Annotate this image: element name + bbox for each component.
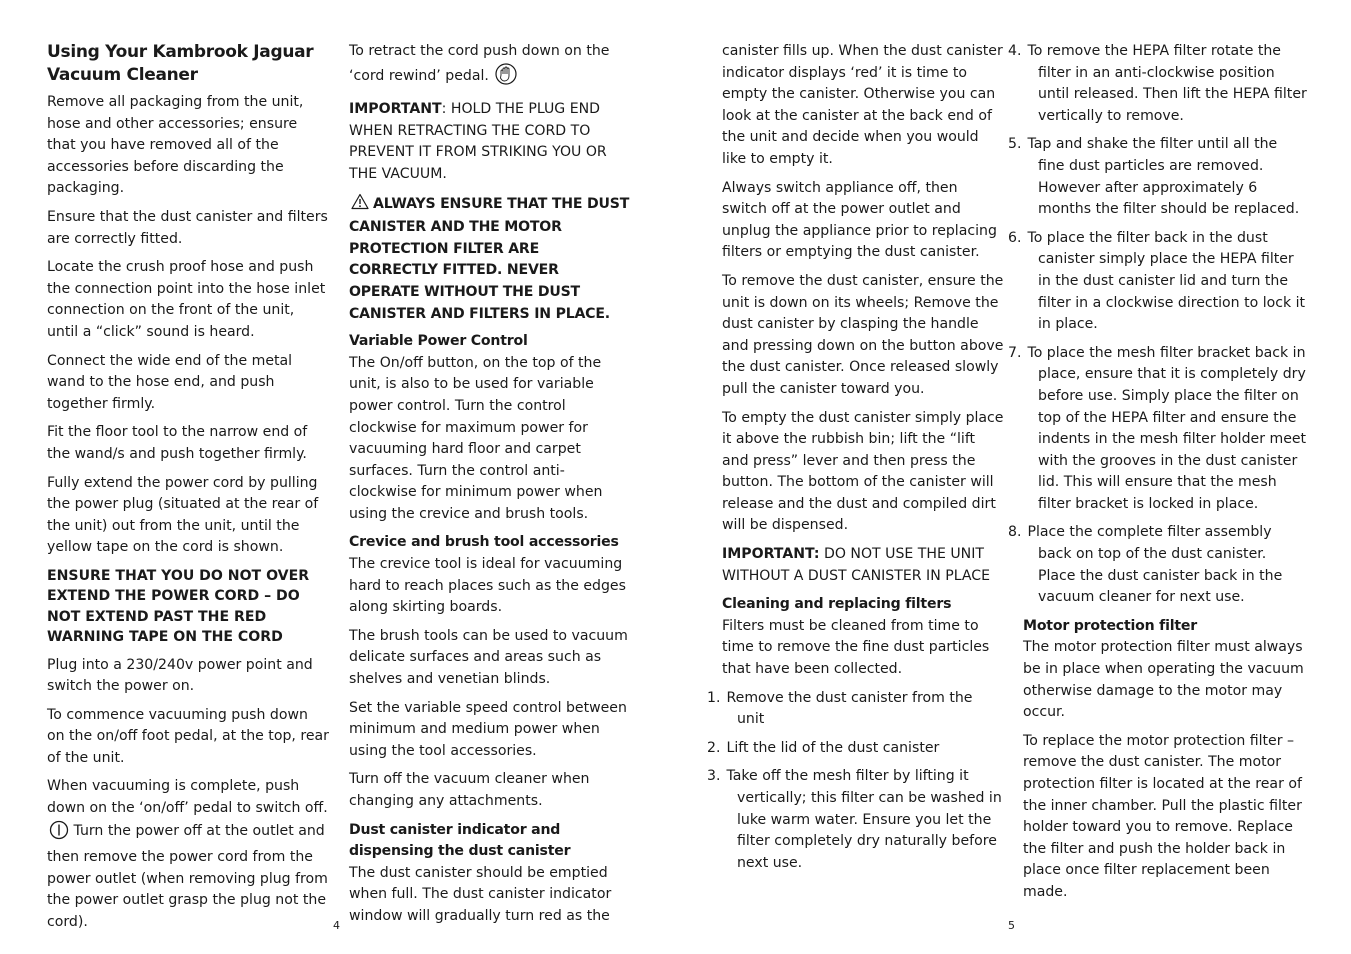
cord-rewind-icon <box>495 63 517 93</box>
always-ensure-warning <box>349 193 631 326</box>
warning-extend-cord: ENSURE THAT YOU DO NOT OVER EXTEND THE POWER CORD – DO NOT EXTEND PAST THE RED WARNING TAPE ON THE CORD <box>47 567 310 646</box>
para-commence: To commence vacuuming push down on the on/off foot pedal, at the top, rear of the unit. <box>47 706 329 766</box>
para-empty-canister: To empty the dust canister simply place it above the rubbish bin; lift the “lift and press” lever and then press the button. The bottom of the canister will release and the dust and compiled dirt will be dispensed. <box>722 409 1004 534</box>
para-important-hold-plug <box>349 99 631 185</box>
para-important-canister <box>722 544 1004 587</box>
left-page-column-2 <box>349 41 631 935</box>
page-number-left: 4 <box>333 919 340 932</box>
heading-motor-filter: Motor protection filter <box>1023 617 1197 634</box>
list-item: 3. Take off the mesh filter by lifting it vertically; this filter can be washed in luke warm water. Ensure you let the filter completely dry naturally before next use. <box>707 768 1002 871</box>
important-label: IMPORTANT: <box>722 546 820 563</box>
heading-cleaning-filters: Cleaning and replacing filters <box>722 596 952 613</box>
para-complete <box>47 776 329 933</box>
left-page-column-1 <box>47 41 329 941</box>
para-switch-off: Always switch appliance off, then switch off at the power outlet and unplug the appliance prior to replacing filters or emptying the dust canister. <box>722 179 997 261</box>
list-item: 5. Tap and shake the filter until all the fine dust particles are removed. However after approximately 6 months the filter should be replaced. <box>1008 136 1300 218</box>
para-brush: The brush tools can be used to vacuum delicate surfaces and areas such as shelves and venetian blinds. <box>349 627 628 688</box>
right-page-column-1 <box>707 41 1004 881</box>
page-number-right: 5 <box>1008 919 1015 932</box>
para-motor-replace: To replace the motor protection filter – remove the dust canister. The motor protection filter is located at the rear of the inner chamber. Pull the plastic filter holder toward you to remove. Replace the filter and push the holder back in place once filter replacement been made. <box>1023 732 1302 900</box>
list-item: 7. To place the mesh filter bracket back in place, ensure that it is completely dry before use. Simply place the filter on top of the HEPA filter and ensure the indents in the mesh filter holder meet with the grooves in the dust canister lid. This will ensure that the mesh filter bracket is locked in place. <box>1008 344 1307 512</box>
para-motor-filter: The motor protection filter must always be in place when operating the vacuum otherwise damage to the motor may occur. <box>1023 639 1304 721</box>
para-plug-in: Plug into a 230/240v power point and switch the power on. <box>47 656 313 695</box>
para-canister-fills: canister fills up. When the dust canister indicator displays ‘red’ it is time to empty the canister. Otherwise you can look at the canister at the back end of the unit and decide when you would like to empty it. <box>722 43 1003 167</box>
important-text: DO NOT USE THE UNIT WITHOUT A DUST CANISTER IN PLACE <box>722 546 991 584</box>
complete-text-b: Turn the power off at the outlet and then remove the power cord from the power outlet (when removing plug from the power outlet grasp the plug not the cord). <box>47 822 328 931</box>
heading-crevice-brush: Crevice and brush tool accessories <box>349 534 619 551</box>
para-cleaning: Filters must be cleaned from time to time to remove the fine dust particles that have been collected. <box>722 617 990 678</box>
para-variable-power: The On/off button, on the top of the unit, is also to be used for variable power control. Turn the control clockwise for maximum power for vacuuming hard floor and carpet surfaces. Turn the control anti-clockwise for minimum power when using the crevice and brush tools. <box>349 354 603 522</box>
para-wand: Connect the wide end of the metal wand to the hose end, and push together firmly. <box>47 352 293 412</box>
page-title: Using Your Kambrook Jaguar Vacuum Cleaner <box>47 42 314 85</box>
para-power-cord: Fully extend the power cord by pulling the power plug (situated at the rear of the unit) out from the unit, until the yellow tape on the cord is shown. <box>47 474 319 556</box>
warning-icon <box>351 193 369 218</box>
para-filters-fitted: Ensure that the dust canister and filters are correctly fitted. <box>47 208 328 247</box>
para-crevice: The crevice tool is ideal for vacuuming hard to reach places such as the edges along skirting boards. <box>349 556 626 616</box>
list-item: 8. Place the complete filter assembly back on top of the dust canister. Place the dust canister back in the vacuum cleaner for next use. <box>1008 524 1283 606</box>
list-item: 4. To remove the HEPA filter rotate the filter in an anti-clockwise position until released. Then lift the HEPA filter vertically to remove. <box>1008 43 1307 124</box>
power-icon <box>49 820 69 848</box>
complete-text-a: When vacuuming is complete, push down on the ‘on/off’ pedal to switch off. <box>47 778 328 817</box>
right-page-column-2 <box>1008 41 1307 911</box>
list-item: 6. To place the filter back in the dust canister simply place the HEPA filter in the dust canister lid and turn the filter in a clockwise direction to lock it in place. <box>1008 229 1306 333</box>
heading-variable-power: Variable Power Control <box>349 333 528 350</box>
para-retract <box>349 41 631 92</box>
para-dust-canister: The dust canister should be emptied when full. The dust canister indicator window will gradually turn red as the <box>349 864 612 924</box>
para-remove-packaging: Remove all packaging from the unit, hose and other accessories; ensure that you have removed all of the accessories before discarding the packaging. <box>47 94 304 197</box>
para-speed: Set the variable speed control between minimum and medium power when using the tool accessories. <box>349 699 627 759</box>
always-ensure-text: ALWAYS ENSURE THAT THE DUST CANISTER AND THE MOTOR PROTECTION FILTER ARE CORRECTLY FITTED. NEVER OPERATE WITHOUT THE DUST CANISTER AND FILTERS IN PLACE. <box>349 195 630 322</box>
para-remove-canister: To remove the dust canister, ensure the unit is down on its wheels; Remove the dust canister by clasping the handle and pressing down on the button above the dust canister. Once released slowly pull the canister toward you. <box>722 272 1004 397</box>
retract-text: To retract the cord push down on the ‘cord rewind’ pedal. <box>349 43 610 84</box>
para-hose: Locate the crush proof hose and push the connection point into the hose inlet connection on the front of the unit, until a “click” sound is heard. <box>47 259 326 340</box>
important-label: IMPORTANT <box>349 101 442 118</box>
list-item: 2. Lift the lid of the dust canister <box>707 739 940 756</box>
para-turnoff: Turn off the vacuum cleaner when changing any attachments. <box>349 771 590 809</box>
para-floor-tool: Fit the floor tool to the narrow end of the wand/s and push together firmly. <box>47 424 308 462</box>
heading-dust-canister: Dust canister indicator and dispensing the dust canister <box>349 821 571 860</box>
list-item: 1. Remove the dust canister from the unit <box>707 689 973 728</box>
important-text: : HOLD THE PLUG END WHEN RETRACTING THE CORD TO PREVENT IT FROM STRIKING YOU OR THE VACUUM. <box>349 101 607 182</box>
